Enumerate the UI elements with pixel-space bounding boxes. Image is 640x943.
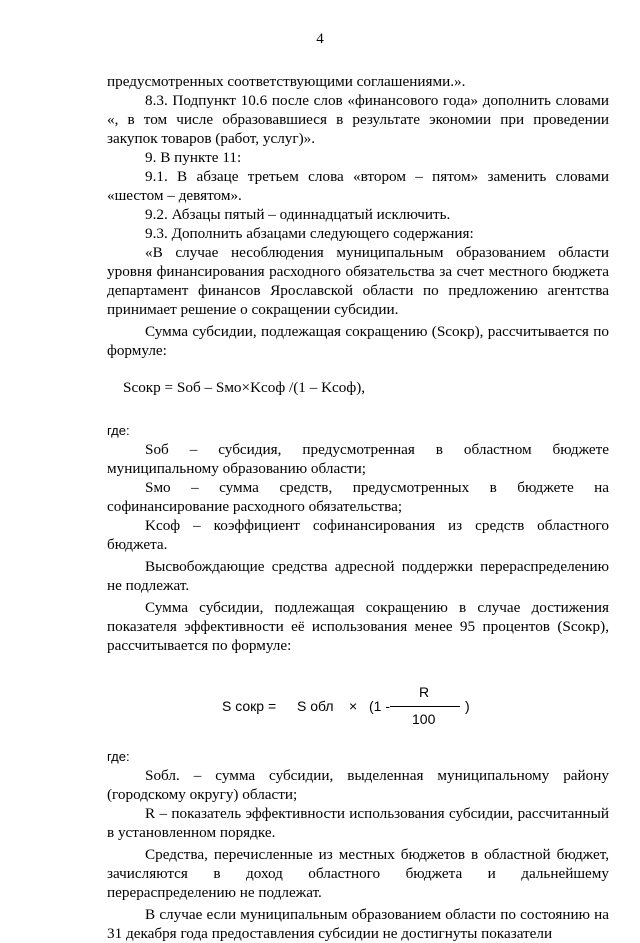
formula-close-paren: ) [465, 698, 470, 714]
document-body [107, 72, 609, 943]
paragraph: Средства, перечисленные из местных бюджетов в областной бюджет, зачисляются в доход областного бюджета и дальнейшему перераспределению не подлежат. [107, 846, 609, 901]
paragraph: 8.3. Подпункт 10.6 после слов «финансового года» дополнить словами «, в том числе образовавшиеся в результате экономии при проведении закупок товаров (работ, услуг)». [107, 92, 609, 147]
paragraph: «В случае несоблюдения муниципальным образованием области уровня финансирования расходного обязательства за счет местного бюджета департамент финансов Ярославской области по предложению агентства принимает решение о сокращении субсидии. [107, 244, 609, 318]
formula-lhs: S сокр = [222, 698, 277, 714]
formula-efficiency [107, 673, 609, 733]
paragraph: 9.2. Абзацы пятый – одиннадцатый исключить. [145, 206, 451, 223]
paragraph: предусмотренных соответствующими соглашениями.». [107, 73, 466, 90]
definition: R – показатель эффективности использования субсидии, рассчитанный в установленном порядке. [107, 805, 609, 841]
paragraph: Высвобождающие средства адресной поддержки перераспределению не подлежат. [107, 558, 609, 594]
formula-times: × [349, 698, 358, 714]
paragraph: 9.1. В абзаце третьем слова «втором – пятом» заменить словами «шестом – девятом». [107, 168, 609, 204]
page-number: 4 [316, 31, 324, 47]
fraction-bar [390, 706, 460, 707]
formula-reduction: Sсокр = Sоб – Sмо×Kсоф /(1 – Kсоф), [123, 379, 366, 396]
formula-open-paren: (1 - [369, 698, 390, 714]
formula-s-obl: S обл [297, 698, 334, 714]
paragraph: Сумма субсидии, подлежащая сокращению (Sсокр), рассчитывается по формуле: [107, 323, 609, 359]
definition: Sоб – субсидия, предусмотренная в областном бюджете муниципальному образованию области; [107, 441, 609, 477]
where-label: где: [107, 749, 130, 764]
paragraph: 9.3. Дополнить абзацами следующего содержания: [145, 225, 474, 242]
paragraph: Сумма субсидии, подлежащая сокращению в случае достижения показателя эффективности её использования менее 95 процентов (Sсокр), рассчитывается по формуле: [107, 599, 609, 654]
where-label: где: [107, 423, 130, 438]
formula-denominator: 100 [412, 711, 436, 727]
paragraph: 9. В пункте 11: [145, 149, 242, 166]
paragraph: В случае если муниципальным образованием области по состоянию на 31 декабря года предоставления субсидии не достигнуты показатели [107, 906, 609, 942]
definition: Kсоф – коэффициент софинансирования из средств областного бюджета. [107, 517, 609, 553]
definition: Sмо – сумма средств, предусмотренных в бюджете на софинансирование расходного обязательства; [107, 479, 609, 515]
formula-numerator: R [419, 684, 430, 700]
definition: Sобл. – сумма субсидии, выделенная муниципальному району (городскому округу) области; [107, 767, 609, 803]
